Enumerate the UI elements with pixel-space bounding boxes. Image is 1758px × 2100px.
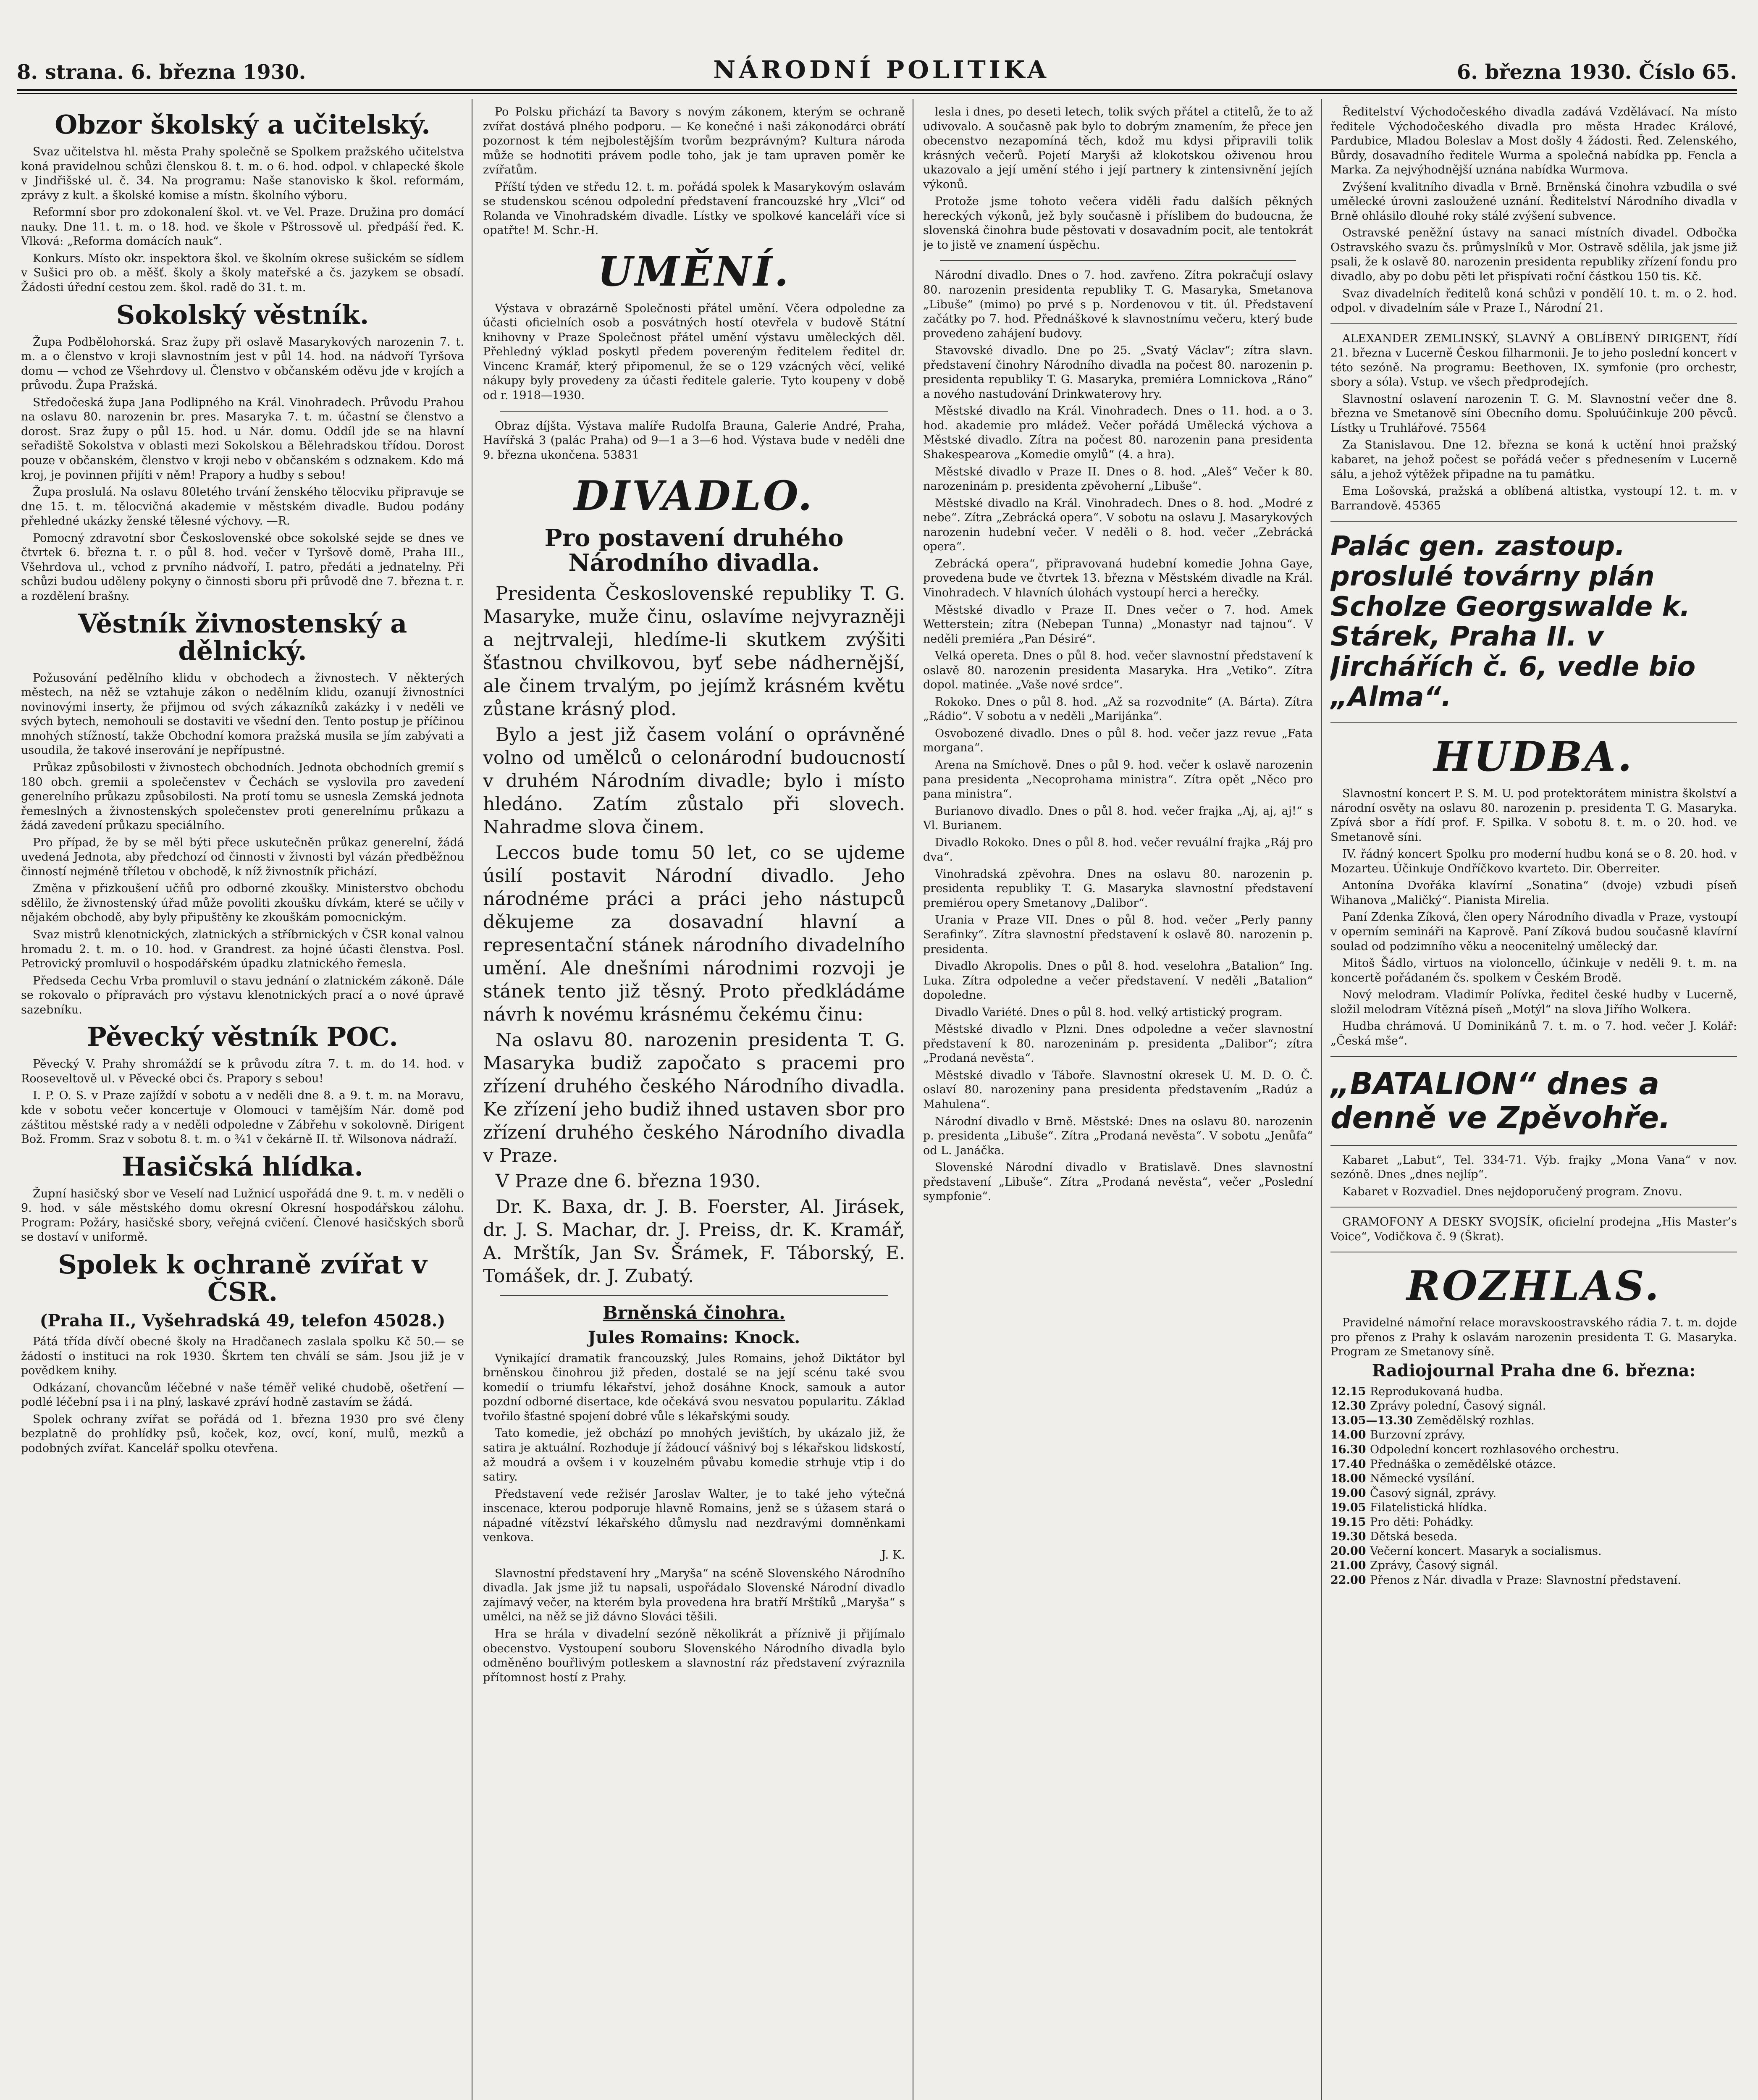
theatre-listing: Rokoko. Dnes o půl 8. hod. „Až sa rozvodnite“ (A. Bárta). Zítra „Rádio“. V sobotu a v neděli „Marijánka“.	[923, 695, 1313, 723]
article-date: V Praze dne 6. března 1930.	[496, 1170, 761, 1192]
column-1	[21, 105, 464, 2100]
theatre-listing: Divadlo Akropolis. Dnes o půl 8. hod. veselohra „Batalion“ Ing. Luka. Zítra odpoledne a večer představení. V neděli „Batalion“ dopoledne.	[923, 960, 1313, 1002]
theatre-listing: Divadlo Variété. Dnes o půl 8. hod. velký artistický program.	[935, 1005, 1283, 1019]
article-paragraph: Župa Podbělohorská. Sraz župy při oslavě Masarykových narozenin 7. t. m. a o členstvo v kroji slavnostním jest v půl 14. hod. na nádvoří Tyršova domu — vchod ze Všehrdovy ul. Členstvo v občanském oděvu jde v krojích a průvodu. Župa Pražská.	[21, 335, 464, 392]
article-paragraph: Změna v přizkoušení učňů pro odborné zkoušky. Ministerstvo obchodu sdělilo, že živnostenský úřad může povoliti zkoušku dívkám, které se učily v nějakém obchodě, aby byly připuštěny ke zkouškám pomocnickým.	[21, 882, 464, 924]
article-separator	[940, 260, 1296, 261]
radio-program: Zprávy, Časový signál.	[1370, 1559, 1498, 1572]
article-paragraph: Nový melodram. Vladimír Polívka, ředitel české hudby v Lucerně, složil melodram Vítězná píseň „Motýl“ na slova Jiřího Wolkera.	[1330, 988, 1737, 1016]
section-heading: Spolek k ochraně zvířat v ČSR.	[58, 1249, 427, 1307]
article-signature: J. K.	[881, 1547, 905, 1562]
theatre-listing: Burianovo divadlo. Dnes o půl 8. hod. večer frajka „Aj, aj, aj!“ s Vl. Burianem.	[923, 804, 1313, 832]
radio-schedule-row	[1330, 1530, 1737, 1544]
theatre-listing: Velká operetа. Dnes o půl 8. hod. večer slavnostní představení k oslavě 80. narozenin presidenta Masaryka. Hra „Vetiko“. Zítra dopol. matinée. „Vaše nové srdce“.	[923, 649, 1313, 692]
theatre-listing: Národní divadlo v Brně. Městské: Dnes na oslavu 80. narozenin p. presidenta „Libuše“. Zítra „Prodaná nevěsta“. V sobotu „Jenůfa“ od L. Janáčka.	[923, 1115, 1313, 1157]
theatre-listing: Osvobozené divadlo. Dnes o půl 8. hod. večer jazz revue „Fata morgana“.	[923, 727, 1313, 755]
article-paragraph: Paní Zdenka Zíková, člen opery Národního divadla v Praze, vystoupí v operním semináři na Kaprově. Paní Zíková budou současně klavírní soulad od podzimního věku a neocenitelný umělecký dar.	[1330, 911, 1737, 953]
advertisement-batalion: „BATALION“ dnes a denně ve Zpěvohře.	[1330, 1066, 1671, 1135]
article-paragraph: Svaz divadelních ředitelů koná schůzi v pondělí 10. t. m. o 2. hod. odpol. v divadelním sále v Praze I., Národní 21.	[1330, 287, 1737, 315]
radio-time: 13.05—13.30	[1330, 1414, 1417, 1427]
article-paragraph: Župní hasičský sbor ve Veselí nad Lužnicí uspořádá dne 9. t. m. v neděli o 9. hod. v sále městského domu okresní Okresní hospodářskou zálohu. Program: Požáry, hasičské sbory, veřejná cvičení. Členové hasičských sborů se dostaví v uniformě.	[21, 1187, 464, 1244]
section-heading: Sokolský věstník.	[116, 299, 369, 330]
masthead-right: 6. března 1930. Číslo 65.	[1456, 60, 1737, 84]
article-paragraph: lesla i dnes, po deseti letech, tolik svých přátel a ctitelů, že to až udivovalo. A současně pak bylo to dobrým znamením, že přece jen obecenstvo nezapomíná těch, kdož mu kdysi připravili tolik krásných večerů. Pojetí Maryši až klokotskou oživenou hrou ukazovalo a její umění stého i její partnery k zintensivnění jejích výkonů.	[923, 105, 1313, 191]
theatre-listing: Stavovské divadlo. Dne po 25. „Svatý Václav“; zítra slavn. představení činohry Národního divadla na počest 80. narozenin p. presidenta republiky T. G. Masaryka, premiéra Lomnickova „Ráno“ a nového nastudování Drinkwaterovy hry.	[923, 344, 1313, 401]
section-heading: Hasičská hlídka.	[122, 1151, 363, 1182]
advertisement-scholze: Palác gen. zastoup. proslulé továrny plán Scholze Georgswalde k. Stárek, Praha II. v Jirchářích č. 6, vedle bio „Alma“.	[1330, 531, 1696, 713]
theatre-listing: Městské divadlo na Král. Vinohradech. Dnes o 11. hod. a o 3. hod. akademie pro mládež. Večer pořádá Umělecká výchova a Městské divadlo. Zítra na počest 80. narozenin pana presidenta Shakespearova „Komedie omylů“ (4. a hra).	[923, 404, 1313, 462]
theatre-listing: Národní divadlo. Dnes o 7. hod. zavřeno. Zítra pokračují oslavy 80. narozenin presidenta republiky T. G. Masaryka, Smetanova „Libuše“ (mimo) po prvé s p. Nordenovou v tit. úl. Představení začátky po 7. hod. Přednáškové k slavnostnímu večeru, který bude provedeno zahájení budovy.	[923, 269, 1313, 340]
radio-time: 19.15	[1330, 1515, 1370, 1529]
article-paragraph: Spolek ochrany zvířat se pořádá od 1. března 1930 pro své členy bezplatně do prohlídky psů, koček, koz, ovcí, koní, mulů, mezků a podobných zvířat. Kancelář spolku otevřena.	[21, 1412, 464, 1455]
article-paragraph: Svaz učitelstva hl. města Prahy společně se Spolkem pražského učitelstva koná pravidelnou schůzi členskou 8. t. m. o 6. hod. odpol. v chlapecké škole v Jindřišské ul. č. 34. Na programu: Naše stanovisko k škol. reformám, zprávy z kult. a školské komise a místn. školního výboru.	[21, 145, 464, 202]
radio-time: 19.30	[1330, 1530, 1370, 1544]
classified-ad: GRAMOFONY A DESKY SVOJSÍK, oficielní prodejna „His Master’s Voice“, Vodičkova č. 9 (Škrat).	[1330, 1215, 1737, 1243]
article-signatories: Dr. K. Baxa, dr. J. B. Foerster, Al. Jirásek, dr. J. S. Machar, dr. J. Preiss, dr. K. Kramář, A. Mrštík, Jan Sv. Šrámek, F. Táborský, E. Tomášek, dr. J. Zubatý.	[483, 1196, 905, 1287]
radio-time: 14.00	[1330, 1428, 1370, 1442]
classified-ad: Kabaret v Rozvadiel. Dnes nejdoporučený program. Znovu.	[1342, 1185, 1682, 1198]
theatre-listing: Zebrácká opera“, připravovaná hudební komedie Johna Gaye, provedena bude ve čtvrtek 13. března v Městském divadle na Král. Vinohradech. V hlavních úlohách vystoupí herci a herečky.	[923, 557, 1313, 599]
article-paragraph: Tato komedie, jež obchází po mnohých jevištích, by ukázalo již, že satira je aktuální. Rozhoduje jí žádoucí vášnivý boj s lékařskou lidskostí, až moudrá a ovšem i v kouzelném půvabu komedie strhuje vtip i do satiry.	[483, 1427, 905, 1484]
article-separator	[1330, 323, 1737, 324]
radio-program: Reprodukovaná hudba.	[1370, 1385, 1503, 1398]
radio-program: Časový signál, zprávy.	[1370, 1486, 1496, 1500]
section-heading: ROZHLAS.	[1406, 1262, 1661, 1310]
radio-time: 12.30	[1330, 1399, 1370, 1413]
article-paragraph: Župa proslulá. Na oslavu 80letého trvání ženského tělocviku připravuje se dne 15. t. m. tělocvičná akademie v městském divadle. Budou podány přehledné ukázky ženské tělesné výchovy. —R.	[21, 486, 464, 528]
section-heading: UMĚNÍ.	[597, 247, 791, 295]
article-separator	[1330, 722, 1737, 723]
radio-schedule-row	[1330, 1544, 1737, 1559]
radio-schedule-row	[1330, 1515, 1737, 1530]
radio-program: Dětská beseda.	[1370, 1530, 1458, 1544]
radio-time: 19.05	[1330, 1501, 1370, 1515]
article-paragraph: Odkázaní, chovancům léčebné v naše téměř veliké chudobě, ošetření — podlé léčební psa i i na plný, laskavé zpráví hodně zastavím se žádá.	[21, 1381, 464, 1409]
theatre-listing: Městské divadlo v Plzni. Dnes odpoledne a večer slavnostní představení k 80. narozeninám p. presidenta „Dalibor“; zítra „Prodaná nevěsta“.	[923, 1023, 1313, 1065]
radio-time: 21.00	[1330, 1559, 1370, 1572]
theatre-listing: Městské divadlo na Král. Vinohradech. Dnes o 8. hod. „Modré z nebe“. Zítra „Zebrácká opera“. V sobotu na oslavu J. Masarykových narozenin hudební večer. V neděli o 8. hod. večer „Zebrácká opera“.	[923, 496, 1313, 554]
radio-schedule	[1330, 1385, 1737, 1588]
section-subheading: (Praha II., Vyšehradská 49, telefon 45028.)	[39, 1311, 446, 1331]
column-divider	[1321, 99, 1322, 2100]
radio-program: Německé vysílání.	[1370, 1472, 1475, 1486]
article-paragraph: Průkaz způsobilosti v živnostech obchodních. Jednota obchodních gremií s 180 obch. gremii a společenstev v Čechách se vyslovila pro zavedení generelního průkazu způsobilosti. Na protí tomu se usnesla Zemská jednota řemeslných a živnostenských společenstev proti generelnímu průkazu a žádá zavedení průkazu speciálního.	[21, 761, 464, 832]
section-heading: Obzor školský a učitelský.	[55, 109, 430, 140]
concert-notice: ALEXANDER ZEMLINSKÝ, SLAVNÝ A OBLÍBENÝ DIRIGENT, řídí 21. března v Lucerně Českou filharmonii. Je to jeho poslední koncert v této sezóně. Na programu: Beethoven, IX. symfonie (pro orchestr, sbory a sóla). Vstup. ve všech předprodejích.	[1330, 332, 1737, 389]
radio-schedule-row	[1330, 1573, 1737, 1588]
article-paragraph: Antonína Dvořáka klavírní „Sonatina“ (dvoje) vzbudi píseň Wihanova „Maličký“. Pianista Mirelia.	[1330, 879, 1737, 907]
theatre-listing: Městské divadlo v Praze II. Dnes večer o 7. hod. Amek Wetterstein; zítra (Nebepan Tunna) „Monastyr nad tajnou“. V neděli premiéra „Pan Désiré“.	[923, 603, 1313, 646]
article-paragraph: Výstava v obrazárně Společnosti přátel umění. Včera odpoledne za účasti oficielních osob a posvátných hostí otevřela v budově Státní knihovny v Praze Společnost přátel umění výstavu uměleckých děl. Přehledný výklad poskytl předem povereným ředitelem ředitel dr. Vincenc Kramář, který připomenul, že se o 129 vzácných věcí, veliké nákupy byly provedeny za účasti ředitele galerie. Tyto koupeny v době od r. 1918—1930.	[483, 302, 905, 402]
radio-time: 22.00	[1330, 1573, 1370, 1587]
section-heading: Věstník živnostenský a dělnický.	[78, 608, 407, 666]
article-paragraph: Příští týden ve středu 12. t. m. pořádá spolek k Masarykovým oslavám se studenskou scénou odpolední představení francouzské hry „Vlci“ od Rolanda ve Vinohradském divadle. Lístky ve spolkové kanceláři více si opatřte! M. Schr.-H.	[483, 180, 905, 237]
article-separator	[1330, 1207, 1737, 1208]
theatre-listing: Divadlo Rokoko. Dnes o půl 8. hod. večer revuální frajka „Ráj pro dva“.	[923, 836, 1313, 864]
radio-time: 12.15	[1330, 1385, 1370, 1398]
article-paragraph: Hudba chrámová. U Dominikánů 7. t. m. o 7. hod. večer J. Kolář: „Česká mše“.	[1330, 1020, 1737, 1047]
article-paragraph: Středočeská župa Jana Podlipného na Král. Vinohradech. Průvodu Prahou na oslavu 80. narozenin br. pres. Masaryka 7. t. m. účastní se členstvo a dorost. Sraz župy o půl 15. hod. u Nár. domu. Oddíl jde se na hlavní seřadiště Sokolstva v oblasti mezi Sokolskou a Bělehradskou třídou. Dorost pouze v občanském, členstvo v kroji nebo v občanském s odznakem. Kdo má kroj, je povinnen přijíti v něm! Prapory a hudby s sebou!	[21, 396, 464, 482]
radio-schedule-row	[1330, 1385, 1737, 1399]
masthead	[17, 55, 1737, 84]
masthead-title: NÁRODNÍ POLITIKA	[713, 55, 1050, 84]
column-2	[483, 105, 905, 2100]
masthead-rule-thin	[17, 93, 1737, 94]
article-paragraph: Pěvecký V. Prahy shromáždí se k průvodu zítra 7. t. m. do 14. hod. v Rooseveltově ul. v Pěvecké obci čs. Prapory s sebou!	[21, 1058, 464, 1085]
section-heading: DIVADLO.	[574, 472, 814, 520]
article-separator	[500, 1295, 888, 1296]
radio-schedule-row	[1330, 1559, 1737, 1573]
article-paragraph: Bylo a jest již časem volání o oprávněné volno od umělců o celonárodní budoucností v druhém Národním divadle; bylo i místo hledáno. Zatím zůstalo při slovech. Nahradme slova činem.	[483, 724, 905, 838]
article-separator	[500, 411, 888, 412]
article-separator	[1330, 1145, 1737, 1146]
article-paragraph: Svaz mistrů klenotnických, zlatnických a stříbrnických v ČSR konal valnou hromadu 2. t. m. o 10. hod. v Grandrest. za hojné účasti členstva. Posl. Petrovický promluvil o hospodářském úpadku zlatnického řemesla.	[21, 928, 464, 971]
article-headline: Brněnská činohra.	[603, 1302, 785, 1323]
radio-time: 18.00	[1330, 1472, 1370, 1486]
article-headline: Pro postavení druhého Národního divadla.	[544, 524, 844, 577]
radio-program: Přenos z Nár. divadla v Praze: Slavnostní představení.	[1370, 1573, 1682, 1587]
radio-program: Burzovní zprávy.	[1370, 1428, 1465, 1442]
article-paragraph: Po Polsku přichází ta Bavory s novým zákonem, kterým se ochraně zvířat dostává plného podporu. — Ke konečné i naši zákonodárci obrátí pozornost k tém nejbolestějším tvorům bezprávným? Kultura národa může se hodnotiti právem podle toho, jak je tam upraven poměr ke zvířatům.	[483, 105, 905, 177]
masthead-rule	[17, 89, 1737, 91]
article-paragraph: Zvýšení kvalitního divadla v Brně. Brněnská činohra vzbudila o své umělecké úrovni zasloužené uznání. Ředitelství Národního divadla v Brně ohlásilo dlouhé roky stálé zvýšení subvence.	[1330, 180, 1737, 223]
article-paragraph: Leccos bude tomu 50 let, co se ujdeme úsilí postavit Národní divadlo. Jeho národnéme práci a práci jeho nástupců děkujeme za dosavadní hlavní a representační stánek národního divadelního umění. Ale dnešními národnimi rozvoji je stánek tento již těsný. Proto předkládáme návrh k novému krásnému čekému činu:	[483, 842, 905, 1025]
article-paragraph: Reformní sbor pro zdokonalení škol. vt. ve Vel. Praze. Družina pro domácí nauky. Dne 11. t. m. o 18. hod. ve škole v Pštrossově ul. předpáší řed. K. Vlková: „Reforma domácích nauk“.	[21, 206, 464, 248]
article-paragraph: Představení vede režisér Jaroslav Walter, je to také jeho výtečná inscenace, kterou podporuje hlavně Romains, jenž se s úžasem stará o nápadné vítězství lékařského důmyslu nad nezdravými domněnkami venkova.	[483, 1487, 905, 1544]
radio-schedule-row	[1330, 1486, 1737, 1501]
theatre-listing: Urania v Praze VII. Dnes o půl 8. hod. večer „Perly panny Serafinky“. Zítra slavnostní představení k oslavě 80. narozenin p. presidenta.	[923, 914, 1313, 956]
radio-program: Přednáška o zemědělské otázce.	[1370, 1457, 1556, 1471]
article-paragraph: Ředitelství Východočeského divadla zadává Vzdělávací. Na místo ředitele Východočeského divadla pro města Hradec Králové, Pardubice, Mladou Boleslav a Most došly 4 žádosti. Řed. Zelenského, Bůrdy, dosavadního ředitele Wurma a společná nabídka pp. Fencla a Marka. Za nejvýhodnější uznána nabídka Wurmova.	[1330, 105, 1737, 177]
article-paragraph: Konkurs. Místo okr. inspektora škol. ve školním okrese sušickém se sídlem v Sušici pro ob. a měšť. školy a školy mateřské a čs. jazykem se obsadí. Žádosti úřední cestou zem. škol. radě do 31. t. m.	[21, 252, 464, 294]
theatre-listing: Slovenské Národní divadlo v Bratislavě. Dnes slavnostní představení „Libuše“. Zítra „Prodaná nevěsta“, večer „Poslední sympfonie“.	[923, 1161, 1313, 1203]
radio-program: Pro děti: Pohádky.	[1370, 1515, 1474, 1529]
radio-program: Večerní koncert. Masaryk a socialismus.	[1370, 1544, 1602, 1558]
article-separator	[1330, 521, 1737, 522]
radio-schedule-title: Radiojournal Praha dne 6. března:	[1372, 1360, 1696, 1381]
radio-time: 16.30	[1330, 1443, 1370, 1456]
column-3	[923, 105, 1313, 2100]
column-4	[1330, 105, 1737, 2100]
radio-schedule-row	[1330, 1501, 1737, 1515]
concert-notice: Za Stanislavou. Dne 12. března se koná k uctění hnoi pražský kabaret, na jehož počest se pořádá večer s přednesením v Lucerně sálu, a jehož výtěžek připadne na tu památku.	[1330, 438, 1737, 481]
radio-program: Zprávy polední, Časový signál.	[1370, 1399, 1546, 1413]
theatre-listing: Městské divadlo v Táboře. Slavnostní okresek U. M. D. O. Č. oslaví 80. narozeniny pana presidenta představením „Radúz a Mahulena“.	[923, 1068, 1313, 1111]
section-heading: HUDBA.	[1433, 733, 1634, 781]
radio-time: 19.00	[1330, 1486, 1370, 1500]
article-paragraph: Slavnostní představení hry „Maryša“ na scéně Slovenského Národního divadla. Jak jsme již tu napsali, uspořádalo Slovenské Národní divadlo zajímavý večer, na kterém byla provedena hra bratří Mrštíků „Maryša“ s umělci, na něž se již dávno Slováci těšili.	[483, 1567, 905, 1624]
theatre-listing: Vinohradská zpěvohra. Dnes na oslavu 80. narozenin p. presidenta republiky T. G. Masaryka slavnostní představení premiérou opery Smetanovy „Dalibor“.	[923, 867, 1313, 910]
theatre-listing: Arena na Smíchově. Dnes o půl 9. hod. večer k oslavě narozenin pana presidenta „Necoprohama ministra“. Zítra opět „Něco pro pana ministra“.	[923, 758, 1313, 801]
article-paragraph: Pravidelné námořní relace moravskoostravského rádia 7. t. m. dojde pro přenos z Prahy k oslavám narozenin presidenta T. G. Masaryka. Program ze Smetanovy síně.	[1330, 1316, 1737, 1359]
radio-program: Odpolední koncert rozhlasového orchestru.	[1370, 1443, 1619, 1456]
radio-schedule-row	[1330, 1443, 1737, 1457]
radio-program: Filatelistická hlídka.	[1370, 1501, 1487, 1515]
article-paragraph: I. P. O. S. v Praze zajíždí v sobotu a v neděli dne 8. a 9. t. m. na Moravu, kde v sobotu večer koncertuje v Olomouci v tamějším Nár. domě pod záštitou městské rady a v neděli odpoledne v Zábřehu v sokolovně. Dirigent Bož. Fromm. Sraz v sobotu 8. t. m. o ¾1 v čekárně II. tř. Wilsonova nádraží.	[21, 1089, 464, 1146]
article-paragraph: Obraz díjšta. Výstava malíře Rudolfa Brauna, Galerie André, Praha, Havířská 3 (palác Praha) od 9—1 a 3—6 hod. Výstava bude v neděli dne 9. března ukončena. 53831	[483, 419, 905, 462]
article-paragraph: Předseda Cechu Vrba promluvil o stavu jednání o zlatnickém zákoně. Dále se rokovalo o přípravách pro výstavu klenotnických prací a o nové úpravě sazebníku.	[21, 974, 464, 1016]
article-separator	[1330, 1056, 1737, 1057]
article-paragraph: Hra se hrála v divadelní sezóně několikrát a příznivě ji přijímalo obecenstvo. Vystoupení souboru Slovenského Národního divadla bylo odměněno bouřlivým potleskem a slavnostní ráz představení zvýraznila přítomnost hostí z Prahy.	[483, 1627, 905, 1684]
article-paragraph: Pátá třída dívčí obecné školy na Hradčanech zaslala spolku Kč 50.— se žádostí o instituci na rok 1930. Škrtem ten chválí se sám. Jsou již je v povědkem knihy.	[21, 1335, 464, 1378]
concert-notice: Ema Lošovská, pražská a oblíbená altistka, vystoupí 12. t. m. v Barrandově. 45365	[1330, 485, 1737, 512]
radio-schedule-row	[1330, 1472, 1737, 1486]
article-paragraph: Pro případ, že by se měl býti přece uskutečněn průkaz generelní, žádá uvedená Jednota, aby předchozí od činnosti v živnosti byl vázán předběžnou činností nejméně tříletou v obchodě, k níž živnostník přichází.	[21, 836, 464, 878]
article-paragraph: Pomocný zdravotní sbor Československé obce sokolské sejde se dnes ve čtvrtek 6. března t. r. o půl 8. hod. večer v Tyršově domě, Praha III., Všehrdova ul., vchod z prvního nádvoří, I. patro, předáti a jednatelny. Při schůzi budou uděleny pokyny o činnosti sboru při průvodě dne 7. března t. r. a rozdělení brašny.	[21, 531, 464, 603]
radio-time: 17.40	[1330, 1457, 1370, 1471]
article-paragraph: Na oslavu 80. narozenin presidenta T. G. Masaryka budiž započato s pracemi pro zřízení druhého českého Národního divadla. Ke zřízení jeho budiž ihned ustaven sbor pro zřízení druhého českého Národního divadla v Praze.	[483, 1029, 905, 1166]
concert-notice: Slavnostní oslavení narozenin T. G. M. Slavnostní večer dne 8. března ve Smetanově síni Obecního domu. Spoluúčinkuje 200 pěvců. Lístky u Truhlářové. 75564	[1330, 392, 1737, 435]
section-subheading: Jules Romains: Knock.	[588, 1327, 800, 1347]
section-heading: Pěvecký věstník POC.	[87, 1021, 398, 1053]
article-paragraph: Slavnostní koncert P. S. M. U. pod protektorátem ministra školství a národní osvěty na oslavu 80. narozenin p. presidenta T. G. Masaryka. Zpívá sbor a řídí prof. F. Spilka. V sobotu 8. t. m. o 20. hod. ve Smetanově síni.	[1330, 787, 1737, 844]
radio-program: Zemědělský rozhlas.	[1417, 1414, 1535, 1427]
theatre-listing: Městské divadlo v Praze II. Dnes o 8. hod. „Aleš“ Večer k 80. narozeninám p. presidenta zpěvoherní „Libuše“.	[923, 465, 1313, 493]
article-paragraph: Ostravské peněžní ústavy na sanaci místních divadel. Odbočka Ostravského svazu čs. průmyslníků v Mor. Ostravě sdělila, jak jsme již psali, že k oslavě 80. narozenin presidenta republiky zřízení fondu pro divadlo, aby po dobu pěti let přispívati roční částkou 150 tis. Kč.	[1330, 226, 1737, 284]
article-paragraph: IV. řádný koncert Spolku pro moderní hudbu koná se o 8. 20. hod. v Mozarteu. Účinkuje Ondříčkovo kvarteto. Dir. Oberreiter.	[1330, 848, 1737, 875]
article-paragraph: Protože jsme tohoto večera viděli řadu dalších pěkných hereckých výkonů, jež byly současně i příslibem do budoucna, že slovenská činohra bude pěstovati v dosavadním pocit, ale tentokrát je to jistě ve znamení úspěchu.	[923, 195, 1313, 252]
radio-schedule-row	[1330, 1414, 1737, 1428]
radio-schedule-row	[1330, 1457, 1737, 1472]
radio-schedule-row	[1330, 1428, 1737, 1443]
radio-time: 20.00	[1330, 1544, 1370, 1558]
radio-schedule-row	[1330, 1399, 1737, 1414]
article-paragraph: Mitoš Šádlo, virtuos na violoncello, účinkuje v neděli 9. t. m. na koncertě pořádaném čs. spolkem v Českém Brodě.	[1330, 957, 1737, 984]
classified-ad: Kabaret „Labut“, Tel. 334-71. Výb. frajky „Mona Vana“ v nov. sezóně. Dnes „dnes nejlíp“.	[1330, 1153, 1737, 1181]
article-paragraph: Vynikající dramatik francouzský, Jules Romains, jehož Diktátor byl brněnskou činohrou již předen, dostalé se na její scénu také svou komedií o triumfu lékařství, jehož dosáhne Knock, samouk a autor pozdní odborné disertace, kde očekává svou nesvatou popularitu. Základ tvořilo šťastné spojení dobré vůle s lékařskými soudy.	[483, 1352, 905, 1423]
article-paragraph: Požusování pedělního klidu v obchodech a živnostech. V některých městech, na něž se vztahuje zákon o nedělním klidu, ozanují živnostníci novinovými inserty, že přijmou od svých zákazníků zakázky i v neděli ve svých bytech, nemohouli se dostaviti ve všední den. Tento postup je příčinou mnohých stížností, takže Obchodní komora pražská musila se jím zabývati a usoudila, že takové inserování je nepřípustné.	[21, 671, 464, 757]
article-paragraph: Presidenta Československé republiky T. G. Masaryke, muže činu, oslavíme nejvyrazněji a nejtrvaleji, hledíme-li skutkem zvýšiti šťastnou chvilkovou, byť sebe nádhernější, ale činem trvalým, po jejímž krásném květu zůstane krásný plod.	[483, 583, 905, 720]
masthead-left: 8. strana. 6. března 1930.	[17, 60, 306, 84]
